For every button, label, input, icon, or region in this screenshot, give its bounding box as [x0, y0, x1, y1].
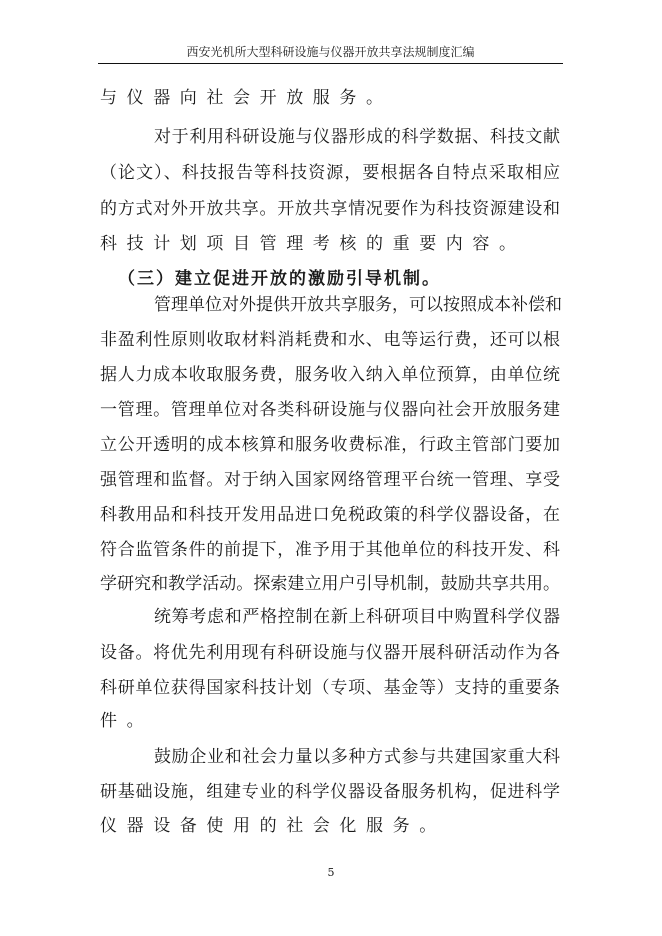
paragraph-line: 科技计划项目管理考核的重要内容。 — [100, 234, 526, 254]
paragraph-line: 据人力成本收取服务费，服务收入纳入单位预算，由单位统 — [100, 365, 560, 385]
paragraph-line: 的方式对外开放共享。开放共享情况要作为科技资源建设和 — [100, 199, 560, 219]
paragraph-line: 科教用品和科技开发用品进口免税政策的科学仪器设备，在 — [100, 505, 560, 525]
paragraph-line: 一管理。管理单位对各类科研设施与仪器向社会开放服务建 — [100, 400, 560, 420]
paragraph-line: 鼓励企业和社会力量以多种方式参与共建国家重大科 — [154, 747, 560, 767]
paragraph-line: 管理单位对外提供开放共享服务，可以按照成本补偿和 — [154, 295, 562, 315]
paragraph-line: 设备。将优先利用现有科研设施与仪器开展科研活动作为各 — [100, 643, 560, 663]
header-rule — [98, 63, 563, 64]
paragraph-line: 仪器设备使用的社会化服务。 — [100, 816, 446, 836]
running-header: 西安光机所大型科研设施与仪器开放共享法规制度汇编 — [186, 45, 475, 59]
page-number: 5 — [327, 866, 335, 879]
paragraph-line: 件。 — [100, 711, 154, 731]
paragraph-line: 符合监管条件的前提下，准予用于其他单位的科技开发、科 — [100, 540, 560, 560]
paragraph-line: 非盈利性原则收取材料消耗费和水、电等运行费，还可以根 — [100, 330, 560, 350]
paragraph-line: 与仪器向社会开放服务。 — [100, 88, 393, 108]
paragraph-line: 立公开透明的成本核算和服务收费标准，行政主管部门要加 — [100, 435, 560, 455]
paragraph-line: （论文）、科技报告等科技资源，要根据各自特点采取相应 — [100, 163, 560, 183]
paragraph-line: 统筹考虑和严格控制在新上科研项目中购置科学仪器 — [154, 607, 560, 627]
paragraph-line: 学研究和教学活动。探索建立用户引导机制，鼓励共享共用。 — [100, 574, 560, 594]
paragraph-line: 研基础设施，组建专业的科学仪器设备服务机构，促进科学 — [100, 782, 560, 802]
paragraph-line: 对于利用科研设施与仪器形成的科学数据、科技文献 — [154, 127, 560, 147]
paragraph-line: 强管理和监督。对于纳入国家网络管理平台统一管理、享受 — [100, 470, 560, 490]
paragraph-line: 科研单位获得国家科技计划（专项、基金等）支持的重要条 — [100, 678, 560, 698]
section-heading: （三）建立促进开放的激励引导机制。 — [118, 269, 441, 289]
